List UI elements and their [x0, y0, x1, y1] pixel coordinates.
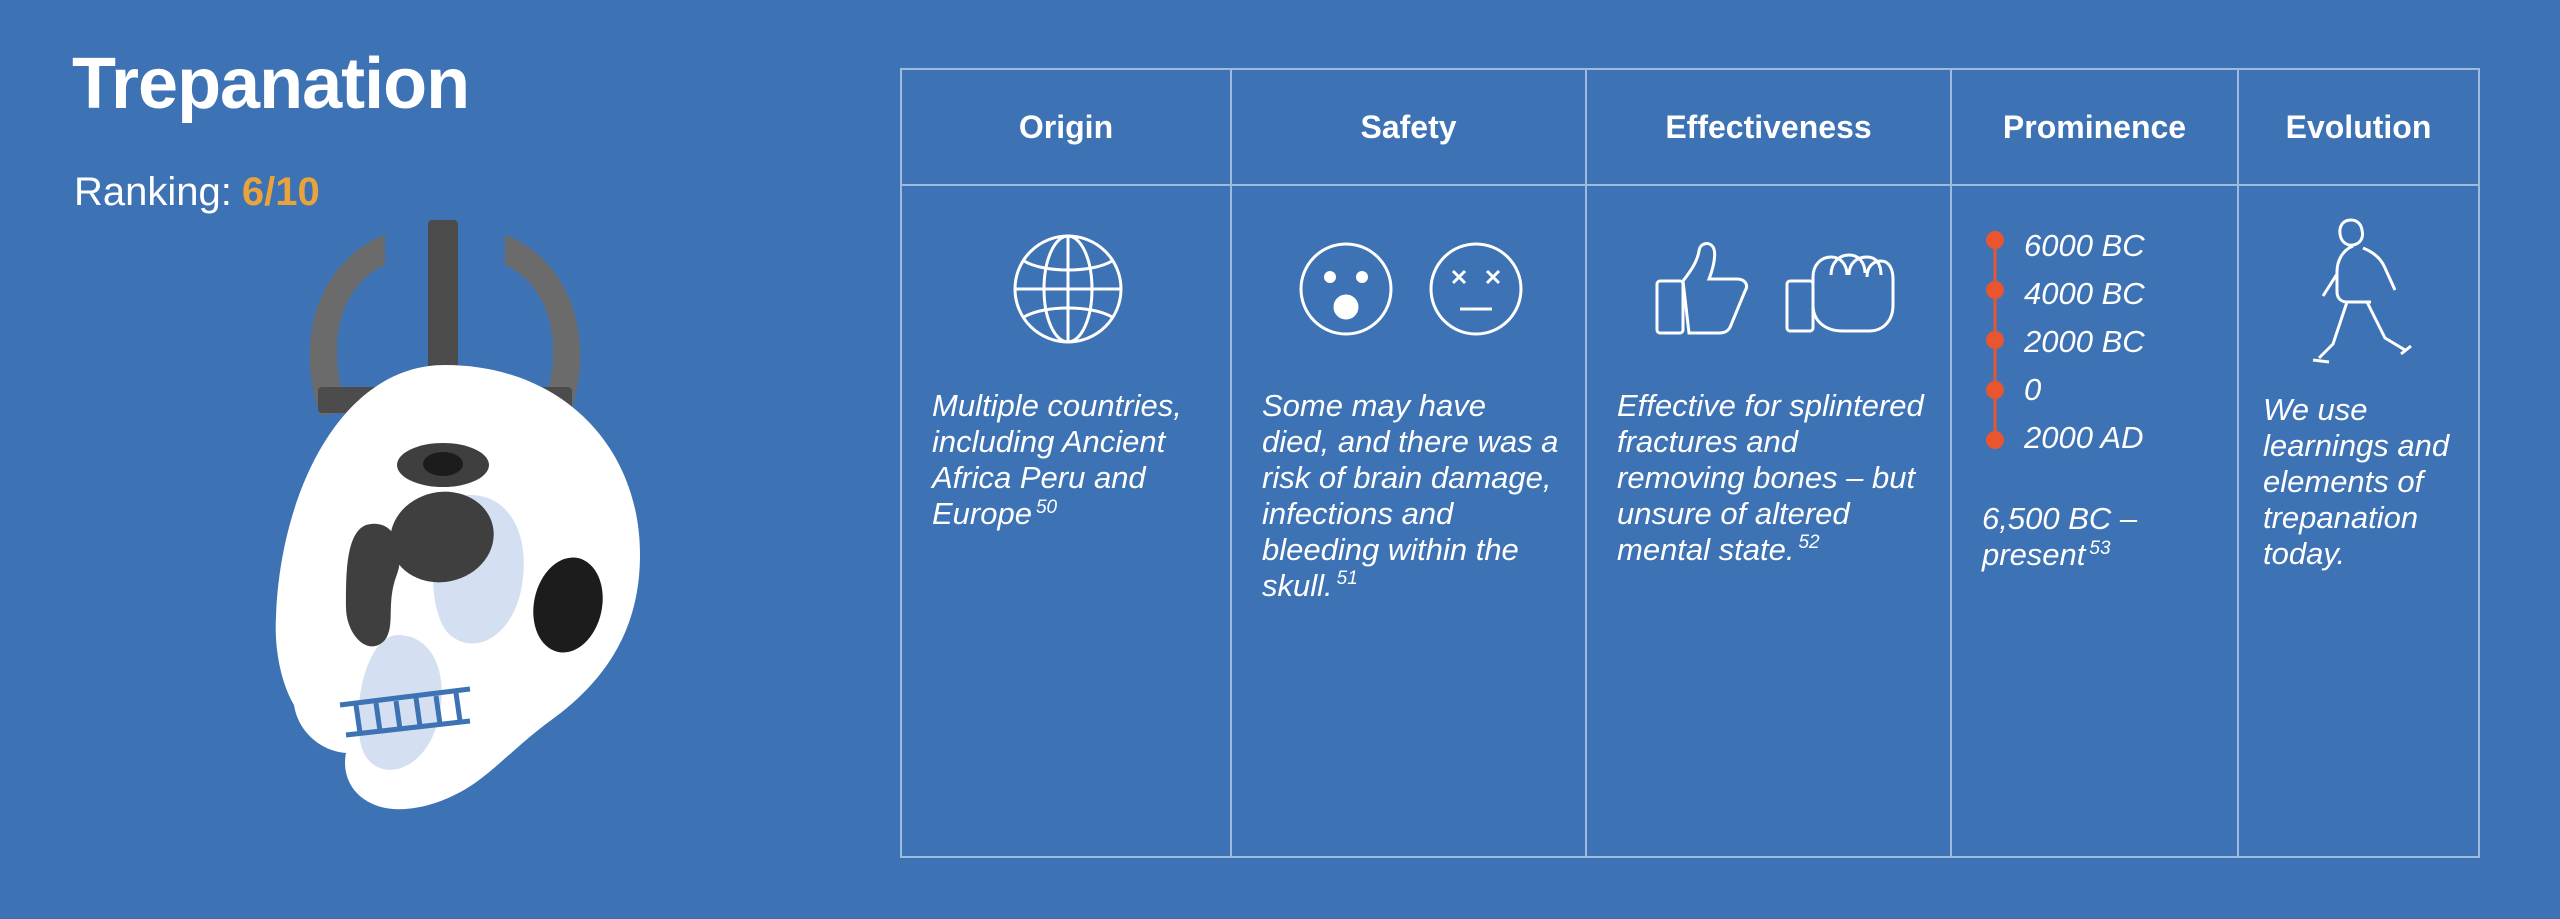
safety-description: Some may have died, and there was a risk of brain damage, infections and bleeding within the skull. [1262, 388, 1559, 603]
column-body-origin [902, 186, 1230, 856]
column-body-effectiveness [1587, 186, 1950, 856]
timeline-label: 4000 BC [2024, 276, 2145, 311]
column-header-safety: Safety [1232, 70, 1585, 186]
effectiveness-text [1617, 388, 1924, 568]
effectiveness-icon-area [1617, 216, 1924, 366]
origin-text [932, 388, 1204, 532]
origin-icon-area [932, 216, 1204, 366]
ranking-value: 6/10 [241, 170, 320, 214]
surprised-face-icon [1290, 233, 1402, 350]
vertical-timeline-icon [1982, 216, 2211, 461]
prominence-text [1982, 501, 2211, 573]
skull-with-trepanation-drill-illustration [170, 165, 730, 845]
column-header-effectiveness: Effectiveness [1587, 70, 1950, 186]
timeline-label: 6000 BC [2024, 228, 2145, 263]
effectiveness-description: Effective for splintered fractures and removing bones – but unsure of altered mental state. [1617, 388, 1924, 567]
evolution-text [2263, 392, 2460, 572]
prominence-description: 6,500 BC – present [1982, 501, 2138, 572]
comparison-table [900, 68, 2480, 858]
prominence-footnote: 53 [2089, 537, 2111, 559]
safety-icon-area [1262, 216, 1559, 366]
timeline-axis [1982, 226, 2008, 461]
timeline-label: 0 [2024, 372, 2042, 407]
ranking-label: Ranking: [74, 170, 232, 214]
column-header-prominence: Prominence [1952, 70, 2237, 186]
table-column-effectiveness [1587, 70, 1952, 856]
column-body-safety [1232, 186, 1585, 856]
table-column-prominence [1952, 70, 2239, 856]
table-column-origin [902, 70, 1232, 856]
origin-footnote: 50 [1035, 496, 1058, 518]
column-body-evolution [2239, 186, 2478, 856]
evolution-icon-area [2263, 216, 2460, 366]
page-title: Trepanation [72, 44, 470, 124]
dead-face-icon [1420, 233, 1532, 350]
column-header-evolution: Evolution [2239, 70, 2478, 186]
thumbs-up-icon [1639, 229, 1759, 354]
globe-icon [1004, 225, 1132, 358]
fist-icon [1777, 229, 1903, 354]
safety-footnote: 51 [1336, 568, 1358, 590]
table-column-evolution [2239, 70, 2478, 856]
left-panel [0, 0, 880, 919]
origin-description: Multiple countries, including Ancient Africa Peru and Europe [932, 388, 1182, 531]
timeline-label: 2000 BC [2024, 324, 2145, 359]
column-header-origin: Origin [902, 70, 1230, 186]
table-column-safety [1232, 70, 1587, 856]
timeline-label: 2000 AD [2024, 420, 2144, 455]
safety-text [1262, 388, 1559, 604]
evolution-description: We use learnings and elements of trepanation today. [2263, 392, 2450, 571]
timeline-labels [2024, 226, 2145, 461]
walking-person-icon [2307, 204, 2417, 379]
effectiveness-footnote: 52 [1798, 532, 1820, 554]
column-body-prominence [1952, 186, 2237, 856]
